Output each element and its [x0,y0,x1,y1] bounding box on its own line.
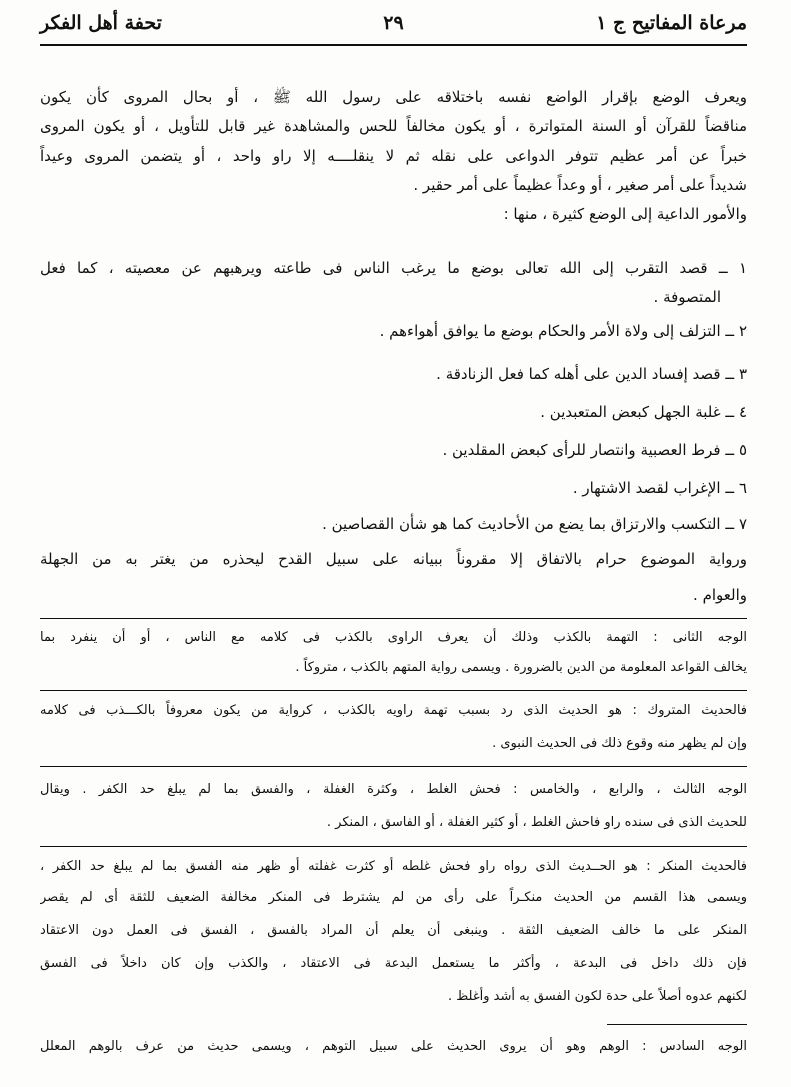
section-rule [40,618,747,619]
list-item: ٥ ــ فرط العصبية وانتصار للرأى كبعض المقلدين . [442,441,747,459]
text-line: الوجه الثانى : التهمة بالكذب وذلك أن يعرف الراوى بالكذب فى كلامه مع الناس ، أو أن ينفرد بما [40,630,747,645]
list-item: ٧ ــ التكسب والارتزاق بما يضع من الأحاديث كما هو شأن القصاصين . [322,515,747,533]
section-rule [40,766,747,767]
page-number: ٢٩ [383,12,404,34]
text-line: مناقضاً للقرآن أو السنة المتواترة ، أو يكون مخالفاً للحس والمشاهدة غير قابل للتأويل ، أو يكون المروى [40,117,747,135]
list-item: ٤ ــ غلبة الجهل كبعض المتعبدين . [540,403,747,421]
section-rule [40,846,747,847]
text-line: الوجه الثالث ، والرابع ، والخامس : فحش الغلط ، وكثرة الغفلة ، والفسق بما لم يبلغ حد الكفر . ويقال [40,782,747,797]
text-line: المنكر على ما خالف الضعيف الثقة . وينبغى أن يعلم أن المراد بالفسق ، الفسق فى العمل دون الاعتقاد [40,923,747,938]
page-header [40,8,747,38]
list-item: ٢ ــ التزلف إلى ولاة الأمر والحكام بوضع ما يوافق أهواءهم . [379,322,747,340]
list-item: ٣ ــ قصد إفساد الدين على أهله كما فعل الزنادقة . [436,365,747,383]
header-series-title: تحفة أهل الفكر [40,12,162,34]
text-line: ويعرف الوضع بإقرار الواضع نفسه باختلاقه على رسول الله ﷺ ، أو بحال المروى كأن يكون [40,88,747,106]
text-line: يخالف القواعد المعلومة من الدين بالضرورة . ويسمى رواية المتهم بالكذب ، متروكاً . [295,660,747,675]
text-line: خبراً عن أمر عظيم تتوفر الدواعى على نقله ثم لا ينقلــــه إلا راو واحد ، أو يتضمن المروى وعيداً [40,147,747,165]
list-item: ١ ــ قصد التقرب إلى الله تعالى بوضع ما يرغب الناس فى طاعته ويرهبهم عن معصيته ، كما فعل [40,259,747,277]
text-line: لكنهم عدوه أصلاً على حدة لكون الفسق به أشد وأغلظ . [447,989,747,1004]
text-line: والأمور الداعية إلى الوضع كثيرة ، منها : [503,205,747,223]
header-rule [40,44,747,46]
text-line: شديداً على أمر صغير ، أو وعداً عظيماً على أمر حقير . [413,176,747,194]
text-line: فالحديث المنكر : هو الحــديث الذى رواه راو فحش غلطه أو كثرت غفلته أو ظهر منه الفسق بما لم يبلغ حد الكفر ، [40,859,747,874]
text-line: وإن لم يظهر منه وقوع ذلك فى الحديث النبوى . [492,736,747,751]
text-line: والعوام . [693,586,747,604]
text-line: الوجه السادس : الوهم وهو أن يروى الحديث على سبيل التوهم ، ويسمى حديث من عرف بالوهم المعلل [40,1039,747,1054]
text-line: ورواية الموضوع حرام بالاتفاق إلا مقروناً ببيانه على سبيل القدح ليحذره من يغتر به من الجهلة [40,550,747,568]
text-line: ويسمى هذا القسم من الحديث منكـراً على رأى من لم يشترط فى المنكر مخالفة الضعيف للثقة أى لم يقصر [40,890,747,905]
list-item: ٦ ــ الإغراب لقصد الاشتهار . [572,479,747,497]
text-line: فإن ذلك داخل فى البدعة ، وأكثر ما يستعمل البدعة فى الاعتقاد ، والكذب وإن كان داخلاً فى الفسق [40,956,747,971]
header-book-title: مرعاة المفاتيح ج ١ [596,12,747,34]
text-line: فالحديث المتروك : هو الحديث الذى رد بسبب تهمة راويه بالكذب ، كرواية من يكون معروفاً بالكـــذب فى كلامه [40,703,747,718]
list-item-continuation: المتصوفة . [653,288,721,306]
text-line: للحديث الذى فى سنده راو فاحش الغلط ، أو كثير الغفلة ، أو الفاسق ، المنكر . [326,815,747,830]
section-rule [607,1024,747,1025]
section-rule [40,690,747,691]
